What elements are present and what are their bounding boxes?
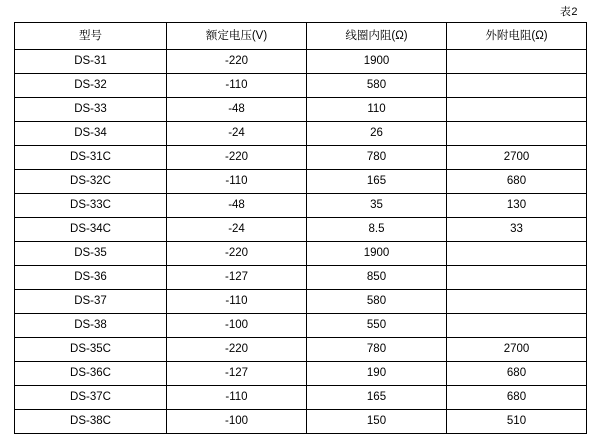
cell-rated-voltage: -48 — [167, 194, 307, 218]
cell-rated-voltage: -110 — [167, 74, 307, 98]
cell-external-resistance: 680 — [447, 386, 587, 410]
cell-external-resistance — [447, 314, 587, 338]
specification-table — [14, 22, 587, 434]
cell-coil-resistance: 190 — [307, 362, 447, 386]
cell-model: DS-37 — [15, 290, 167, 314]
cell-rated-voltage: -220 — [167, 242, 307, 266]
cell-coil-resistance: 165 — [307, 386, 447, 410]
cell-external-resistance — [447, 242, 587, 266]
column-header-rated-voltage: 额定电压(V) — [167, 23, 307, 50]
cell-rated-voltage: -220 — [167, 50, 307, 74]
cell-coil-resistance: 8.5 — [307, 218, 447, 242]
table-row — [15, 338, 587, 362]
table-header — [15, 23, 587, 50]
cell-model: DS-34 — [15, 122, 167, 146]
cell-rated-voltage: -100 — [167, 314, 307, 338]
table-row — [15, 194, 587, 218]
cell-model: DS-33 — [15, 98, 167, 122]
cell-external-resistance: 33 — [447, 218, 587, 242]
cell-model: DS-36 — [15, 266, 167, 290]
cell-rated-voltage: -48 — [167, 98, 307, 122]
cell-coil-resistance: 1900 — [307, 50, 447, 74]
cell-rated-voltage: -220 — [167, 146, 307, 170]
spec-table-container — [14, 22, 586, 434]
cell-rated-voltage: -100 — [167, 410, 307, 434]
cell-coil-resistance: 780 — [307, 338, 447, 362]
cell-external-resistance: 680 — [447, 170, 587, 194]
cell-coil-resistance: 1900 — [307, 242, 447, 266]
table-body — [15, 50, 587, 434]
cell-model: DS-33C — [15, 194, 167, 218]
cell-coil-resistance: 150 — [307, 410, 447, 434]
table-row — [15, 218, 587, 242]
cell-external-resistance: 2700 — [447, 338, 587, 362]
cell-model: DS-36C — [15, 362, 167, 386]
column-header-coil-resistance: 线圈内阻(Ω) — [307, 23, 447, 50]
table-row — [15, 98, 587, 122]
cell-external-resistance — [447, 266, 587, 290]
cell-coil-resistance: 165 — [307, 170, 447, 194]
cell-model: DS-37C — [15, 386, 167, 410]
cell-coil-resistance: 580 — [307, 74, 447, 98]
table-row — [15, 362, 587, 386]
cell-external-resistance: 510 — [447, 410, 587, 434]
cell-model: DS-38 — [15, 314, 167, 338]
cell-rated-voltage: -127 — [167, 266, 307, 290]
cell-model: DS-32C — [15, 170, 167, 194]
cell-external-resistance — [447, 74, 587, 98]
table-row — [15, 386, 587, 410]
cell-model: DS-32 — [15, 74, 167, 98]
table-row — [15, 170, 587, 194]
cell-model: DS-35 — [15, 242, 167, 266]
table-row — [15, 50, 587, 74]
cell-rated-voltage: -110 — [167, 290, 307, 314]
table-row — [15, 410, 587, 434]
cell-model: DS-31C — [15, 146, 167, 170]
cell-rated-voltage: -24 — [167, 122, 307, 146]
column-header-model: 型号 — [15, 23, 167, 50]
cell-coil-resistance: 850 — [307, 266, 447, 290]
table-row — [15, 74, 587, 98]
table-header-row — [15, 23, 587, 50]
cell-external-resistance: 680 — [447, 362, 587, 386]
cell-external-resistance — [447, 290, 587, 314]
table-caption: 表2 — [559, 6, 578, 18]
table-row — [15, 290, 587, 314]
table-caption-row — [0, 0, 600, 22]
cell-rated-voltage: -127 — [167, 362, 307, 386]
table-row — [15, 266, 587, 290]
cell-model: DS-34C — [15, 218, 167, 242]
cell-model: DS-31 — [15, 50, 167, 74]
cell-external-resistance — [447, 122, 587, 146]
cell-external-resistance: 130 — [447, 194, 587, 218]
cell-model: DS-38C — [15, 410, 167, 434]
cell-external-resistance: 2700 — [447, 146, 587, 170]
cell-rated-voltage: -110 — [167, 386, 307, 410]
cell-coil-resistance: 780 — [307, 146, 447, 170]
cell-coil-resistance: 26 — [307, 122, 447, 146]
table-row — [15, 122, 587, 146]
cell-rated-voltage: -220 — [167, 338, 307, 362]
table-row — [15, 314, 587, 338]
cell-coil-resistance: 550 — [307, 314, 447, 338]
table-row — [15, 242, 587, 266]
cell-rated-voltage: -110 — [167, 170, 307, 194]
cell-model: DS-35C — [15, 338, 167, 362]
table-row — [15, 146, 587, 170]
cell-rated-voltage: -24 — [167, 218, 307, 242]
cell-external-resistance — [447, 98, 587, 122]
cell-external-resistance — [447, 50, 587, 74]
cell-coil-resistance: 35 — [307, 194, 447, 218]
cell-coil-resistance: 110 — [307, 98, 447, 122]
column-header-external-resistance: 外附电阻(Ω) — [447, 23, 587, 50]
cell-coil-resistance: 580 — [307, 290, 447, 314]
